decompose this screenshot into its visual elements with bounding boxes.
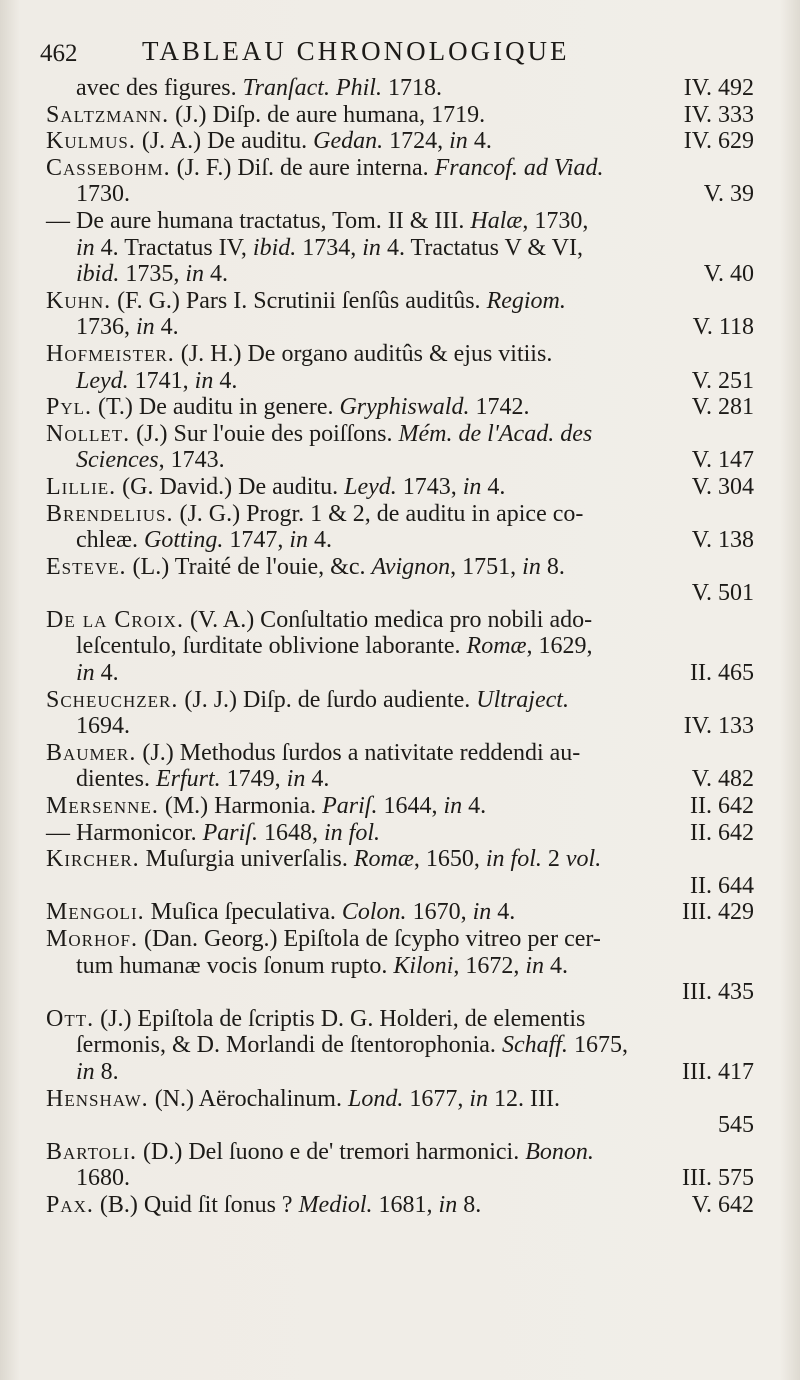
entry-segment: 1680.	[76, 1165, 130, 1192]
entry-text	[76, 261, 228, 288]
entry-segment: 4.	[154, 314, 179, 341]
entry-segment: 1648,	[257, 819, 324, 846]
volume-page-reference: 545	[718, 1112, 754, 1139]
italic-text: in	[76, 660, 95, 687]
entry-segment: (M.) Harmonia.	[158, 793, 323, 820]
entry-line	[0, 261, 800, 288]
italic-text: Kiloni	[393, 952, 454, 979]
running-header	[40, 36, 780, 72]
italic-text: Erfurt.	[155, 766, 221, 793]
entry-text	[46, 341, 552, 368]
volume-page-reference: V. 39	[703, 181, 754, 208]
entry-line	[0, 873, 800, 900]
entry-line	[0, 607, 800, 634]
entry-line	[0, 155, 800, 182]
entry-text	[76, 181, 130, 208]
italic-text: in fol.	[485, 846, 542, 873]
entry-text	[46, 899, 515, 926]
entry-line	[0, 474, 800, 501]
entry-line	[0, 288, 800, 315]
bibliography-list	[0, 75, 800, 1219]
italic-text: Avignon	[371, 553, 451, 580]
italic-text: Pariſ.	[202, 819, 258, 846]
italic-text: ibid.	[252, 234, 297, 261]
entry-text	[76, 713, 130, 740]
entry-text	[76, 660, 119, 687]
entry-segment: 1749,	[220, 766, 287, 793]
entry-text	[46, 155, 603, 182]
entry-segment: 2	[541, 846, 566, 873]
italic-text: Sciences	[76, 447, 159, 474]
entry-text	[46, 793, 486, 820]
author-name: Bartoli.	[46, 1138, 138, 1165]
entry-segment: (J.) Sur l'ouie des poiſſons.	[130, 420, 399, 447]
volume-page-reference: V. 138	[691, 527, 754, 554]
italic-text: Leyd.	[344, 473, 397, 500]
entry-segment: , 1650,	[413, 846, 486, 873]
entry-line	[0, 1059, 800, 1086]
entry-text	[76, 368, 237, 395]
entry-segment: (N.) Aërochalinum.	[148, 1085, 348, 1112]
entry-segment: , 1629,	[526, 633, 593, 660]
author-name: Ott.	[46, 1005, 95, 1032]
entry-line	[0, 1192, 800, 1219]
entry-segment: 4.	[204, 261, 229, 288]
volume-page-reference: V. 501	[691, 580, 754, 607]
italic-text: in	[472, 899, 492, 926]
entry-segment: 4. Tractatus IV,	[94, 234, 253, 261]
volume-page-reference: V. 304	[691, 473, 754, 500]
volume-page-reference: IV. 133	[683, 713, 754, 740]
italic-text: in	[362, 234, 381, 261]
entry-segment: 1742.	[469, 394, 530, 421]
italic-text: Romæ	[353, 846, 414, 873]
entry-line	[0, 1086, 800, 1113]
author-name: Kuhn.	[46, 287, 112, 314]
italic-text: Francof. ad Viad.	[434, 154, 604, 181]
entry-line	[0, 554, 800, 581]
author-name: Scheuchzer.	[46, 686, 179, 713]
italic-text: in	[438, 1191, 458, 1218]
entry-text	[46, 501, 583, 528]
italic-text: in fol.	[323, 819, 380, 846]
author-name: Saltzmann.	[46, 101, 170, 128]
entry-line	[0, 421, 800, 448]
entry-text	[46, 607, 592, 634]
entry-text	[46, 1086, 560, 1113]
entry-segment: 1736,	[76, 314, 136, 341]
entry-segment: Muſurgia univerſalis.	[139, 846, 354, 873]
entry-segment: 8.	[94, 1058, 119, 1085]
entry-line	[0, 633, 800, 660]
entry-line	[0, 687, 800, 714]
entry-text	[46, 128, 492, 155]
entry-segment: 4.	[491, 899, 516, 926]
entry-segment: 4.	[94, 660, 119, 687]
entry-text	[46, 394, 529, 421]
volume-page-reference: IV. 492	[683, 75, 754, 101]
entry-segment: avec des figures.	[76, 75, 243, 101]
italic-text: in	[185, 261, 205, 288]
entry-text	[46, 820, 380, 847]
italic-text: in	[136, 314, 155, 341]
entry-segment: 1644,	[377, 793, 444, 820]
entry-segment: , 1751,	[450, 553, 523, 580]
entry-segment: (J.) Diſp. de aure humana, 1719.	[169, 101, 486, 128]
entry-line	[0, 208, 800, 235]
entry-line	[0, 128, 800, 155]
entry-segment: ſermonis, & D. Morlandi de ſtentorophonia.	[76, 1032, 502, 1059]
italic-text: Halæ	[470, 207, 523, 234]
entry-segment: 8.	[457, 1191, 482, 1218]
entry-text	[46, 421, 592, 448]
volume-page-reference: V. 642	[691, 1191, 754, 1218]
entry-segment: 1694.	[76, 713, 130, 740]
author-name: Baumer.	[46, 739, 137, 766]
entry-text	[76, 766, 329, 793]
volume-page-reference: II. 642	[690, 819, 754, 846]
author-name: Brendelius.	[46, 500, 174, 527]
entry-text	[46, 554, 565, 581]
running-title: TABLEAU CHRONOLOGIQUE	[142, 36, 570, 66]
entry-text	[46, 208, 588, 235]
italic-text: Gryphiswald.	[339, 394, 470, 421]
italic-text: in	[289, 527, 308, 554]
entry-line	[0, 368, 800, 395]
italic-text: Romæ	[466, 633, 527, 660]
entry-text	[76, 1032, 628, 1059]
entry-segment: 4.	[544, 952, 569, 979]
entry-line	[0, 447, 800, 474]
author-name: Esteve.	[46, 553, 127, 580]
entry-line	[0, 394, 800, 421]
volume-page-reference: V. 251	[691, 367, 754, 394]
volume-page-reference: IV. 333	[683, 101, 754, 128]
entry-text	[76, 1165, 130, 1192]
entry-segment: 1734,	[296, 234, 363, 261]
entry-line	[0, 1139, 800, 1166]
italic-text: Colon.	[341, 899, 407, 926]
page-number: 462	[40, 40, 78, 67]
entry-segment: 1675,	[567, 1032, 628, 1059]
volume-page-reference: II. 465	[690, 660, 754, 687]
italic-text: Ultraject.	[476, 686, 569, 713]
entry-text	[76, 953, 568, 980]
entry-segment: 1730.	[76, 181, 130, 208]
entry-segment: 1735,	[119, 261, 186, 288]
entry-line	[0, 580, 800, 607]
entry-segment: (J. J.) Diſp. de ſurdo audiente.	[178, 686, 477, 713]
author-name: Morhof.	[46, 926, 138, 952]
italic-text: Schaff.	[501, 1032, 568, 1059]
entry-segment: Muſica ſpeculativa.	[144, 899, 342, 926]
entry-text	[46, 740, 580, 767]
entry-segment: — De aure humana tractatus, Tom. II & III.	[46, 207, 471, 234]
entry-text	[46, 687, 569, 714]
entry-text	[46, 102, 485, 129]
entry-segment: (J. G.) Progr. 1 & 2, de auditu in apice co-	[173, 500, 584, 527]
entry-text	[46, 1006, 585, 1033]
entry-segment: 1724,	[383, 128, 450, 155]
entry-segment: 1677,	[403, 1085, 470, 1112]
volume-page-reference: V. 281	[691, 394, 754, 421]
entry-segment: 4.	[305, 766, 330, 793]
entry-line	[0, 341, 800, 368]
entry-line	[0, 660, 800, 687]
entry-segment: (J.) Epiſtola de ſcriptis D. G. Holderi, de elementis	[94, 1005, 586, 1032]
author-name: Kulmus.	[46, 128, 136, 155]
entry-text	[76, 633, 593, 660]
entry-text	[46, 846, 601, 873]
entry-text	[46, 474, 505, 501]
entry-segment: 1741,	[128, 367, 195, 394]
author-name: Hofmeister.	[46, 340, 175, 367]
entry-segment: 12. III.	[488, 1085, 560, 1112]
italic-text: in	[76, 234, 95, 261]
entry-segment: tum humanæ vocis ſonum rupto.	[76, 952, 394, 979]
entry-segment: , 1730,	[522, 207, 589, 234]
italic-text: Leyd.	[76, 367, 129, 394]
entry-line	[0, 235, 800, 262]
author-name: Nollet.	[46, 420, 131, 447]
volume-page-reference: III. 435	[682, 979, 754, 1006]
author-name: Mersenne.	[46, 793, 159, 820]
author-name: Pyl.	[46, 394, 93, 421]
italic-text: in	[522, 553, 541, 580]
entry-text	[46, 1192, 481, 1219]
entry-segment: 4.	[467, 128, 492, 155]
italic-text: Bonon.	[525, 1138, 594, 1165]
author-name: Lillie.	[46, 473, 117, 500]
entry-line	[0, 926, 800, 953]
entry-segment: (T.) De auditu in genere.	[92, 394, 340, 421]
italic-text: Pariſ.	[322, 793, 378, 820]
entry-segment: (L.) Traité de l'ouie, &c.	[126, 553, 372, 580]
volume-page-reference: III. 417	[682, 1058, 754, 1085]
volume-page-reference: II. 642	[690, 793, 754, 820]
italic-text: Gotting.	[143, 527, 224, 554]
italic-text: in	[525, 952, 545, 979]
entry-segment: (D.) Del ſuono e de' tremori harmonici.	[137, 1138, 526, 1165]
italic-text: in	[194, 367, 214, 394]
entry-line	[0, 899, 800, 926]
entry-segment: 1670,	[406, 899, 473, 926]
volume-page-reference: V. 482	[691, 766, 754, 793]
italic-text: Tranſact. Phil.	[242, 75, 382, 101]
italic-text: in	[76, 1058, 95, 1085]
entry-segment: (B.) Quid ſit ſonus ?	[93, 1191, 299, 1218]
entry-segment: 1743,	[396, 473, 463, 500]
entry-line	[0, 740, 800, 767]
entry-segment: (V. A.) Conſultatio medica pro nobili ado-	[183, 606, 593, 633]
entry-text	[76, 235, 583, 262]
entry-segment: (J. F.) Diſ. de aure interna.	[170, 154, 435, 181]
entry-segment: 4.	[308, 527, 332, 554]
author-name: De la Croix.	[46, 606, 184, 633]
italic-text: Mediol.	[298, 1191, 373, 1218]
entry-text	[46, 1139, 594, 1166]
entry-line	[0, 75, 800, 102]
entry-segment: 4.	[213, 367, 238, 394]
entry-segment: 1747,	[223, 527, 290, 554]
author-name: Cassebohm.	[46, 154, 171, 181]
entry-line	[0, 846, 800, 873]
entry-line	[0, 1165, 800, 1192]
entry-text	[76, 447, 225, 474]
author-name: Kircher.	[46, 846, 140, 873]
entry-segment: 1718.	[381, 75, 442, 101]
volume-page-reference: V. 40	[703, 261, 754, 288]
author-name: Henshaw.	[46, 1085, 149, 1112]
italic-text: ibid.	[76, 261, 120, 288]
entry-segment: (G. David.) De auditu.	[116, 473, 345, 500]
entry-line	[0, 1112, 800, 1139]
italic-text: in	[462, 473, 482, 500]
entry-segment: — Harmonicor.	[46, 819, 203, 846]
volume-page-reference: III. 429	[682, 899, 754, 926]
italic-text: Regiom.	[486, 287, 566, 314]
italic-text: in	[469, 1085, 488, 1112]
entry-segment: 4.	[481, 473, 506, 500]
italic-text: Gedan.	[313, 128, 384, 155]
entry-segment: chleæ.	[76, 527, 144, 554]
entry-segment: (J. A.) De auditu.	[135, 128, 314, 155]
entry-segment: , 1743.	[158, 447, 225, 474]
entry-text	[76, 314, 179, 341]
entry-text	[76, 1059, 119, 1086]
entry-line	[0, 953, 800, 980]
entry-segment: 4. Tractatus V & VI,	[380, 234, 583, 261]
entry-text	[46, 288, 566, 315]
volume-page-reference: IV. 629	[683, 128, 754, 155]
entry-segment: dientes.	[76, 766, 156, 793]
author-name: Pax.	[46, 1191, 94, 1218]
entry-text	[76, 75, 442, 102]
author-name: Mengoli.	[46, 899, 145, 926]
entry-line	[0, 766, 800, 793]
italic-text: in	[286, 766, 306, 793]
italic-text: Mém. de l'Acad. des	[398, 420, 593, 447]
entry-line	[0, 793, 800, 820]
italic-text: in	[449, 128, 468, 155]
entry-segment: leſcentulo, ſurditate oblivione laborante.	[76, 633, 467, 660]
entry-segment: 4.	[462, 793, 487, 820]
entry-segment: (J.) Methodus ſurdos a nativitate reddendi au-	[136, 739, 581, 766]
entry-line	[0, 501, 800, 528]
entry-segment: , 1672,	[453, 952, 526, 979]
volume-page-reference: V. 118	[692, 314, 754, 341]
volume-page-reference: III. 575	[682, 1165, 754, 1192]
volume-page-reference: II. 644	[690, 872, 754, 899]
entry-line	[0, 181, 800, 208]
italic-text: vol.	[565, 846, 602, 873]
entry-segment: 1681,	[372, 1191, 439, 1218]
volume-page-reference: V. 147	[691, 447, 754, 474]
entry-text	[76, 527, 332, 554]
entry-line	[0, 979, 800, 1006]
entry-segment: 8.	[540, 553, 565, 580]
italic-text: in	[443, 793, 463, 820]
entry-line	[0, 1006, 800, 1033]
entry-line	[0, 713, 800, 740]
italic-text: Lond.	[347, 1085, 404, 1112]
entry-segment: (J. H.) De organo auditûs & ejus vitiis.	[174, 340, 553, 367]
entry-text	[46, 926, 601, 953]
entry-line	[0, 314, 800, 341]
entry-segment: (F. G.) Pars I. Scrutinii ſenſûs auditûs.	[111, 287, 487, 314]
entry-segment: (Dan. Georg.) Epiſtola de ſcypho vitreo per cer-	[137, 926, 601, 952]
entry-line	[0, 527, 800, 554]
entry-line	[0, 102, 800, 129]
entry-line	[0, 820, 800, 847]
entry-line	[0, 1032, 800, 1059]
